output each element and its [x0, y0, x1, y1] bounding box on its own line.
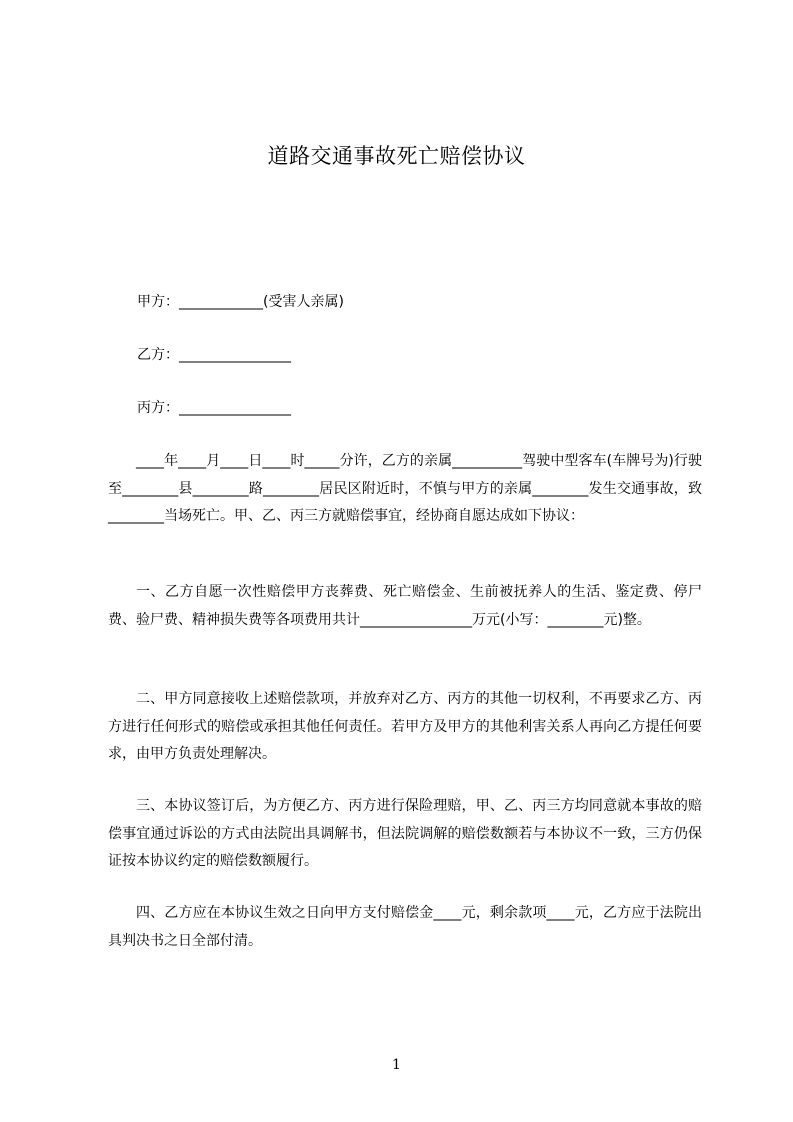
- clause-3-paragraph: 三、本协议签订后，为方便乙方、丙方进行保险理赔，甲、乙、丙三方均同意就本事故的赔偿事宜通过诉讼的方式由法院出具调解书，但法院调解的赔偿数额若与本协议不一致，三方仍保证按本协议约定的赔偿数额履行。: [108, 798, 702, 869]
- party-a-line: 甲方：____________(受害人亲属): [137, 294, 344, 310]
- clause-1-paragraph: 一、乙方自愿一次性赔偿甲方丧葬费、死亡赔偿金、生前被抚养人的生活、鉴定费、停尸费、验尸费、精神损失费等各项费用共计________________万元(小写：________元)整。: [108, 584, 702, 628]
- party-b-line: 乙方：________________: [137, 347, 291, 363]
- intro-paragraph: ____年____月____日____时_____分许，乙方的亲属__________驾驶中型客车(车牌号为)行驶至________县________路________居民区附近时，不慎与甲方的亲属________发生交通事故，致________当场死亡。甲、乙、丙三方就赔偿事宜，经协商自愿达成如下协议：: [108, 453, 702, 524]
- clause-4-paragraph: 四、乙方应在本协议生效之日向甲方支付赔偿金____元，剩余款项____元，乙方应于法院出具判决书之日全部付清。: [108, 905, 702, 949]
- page-number: 1: [392, 1057, 401, 1073]
- party-c-line: 丙方：________________: [137, 400, 291, 416]
- clause-2-paragraph: 二、甲方同意接收上述赔偿款项，并放弃对乙方、丙方的其他一切权利，不再要求乙方、丙方进行任何形式的赔偿或承担其他任何责任。若甲方及甲方的其他利害关系人再向乙方提任何要求，由甲方负责处理解决。: [108, 691, 702, 762]
- document-title: 道路交通事故死亡赔偿协议: [267, 144, 526, 168]
